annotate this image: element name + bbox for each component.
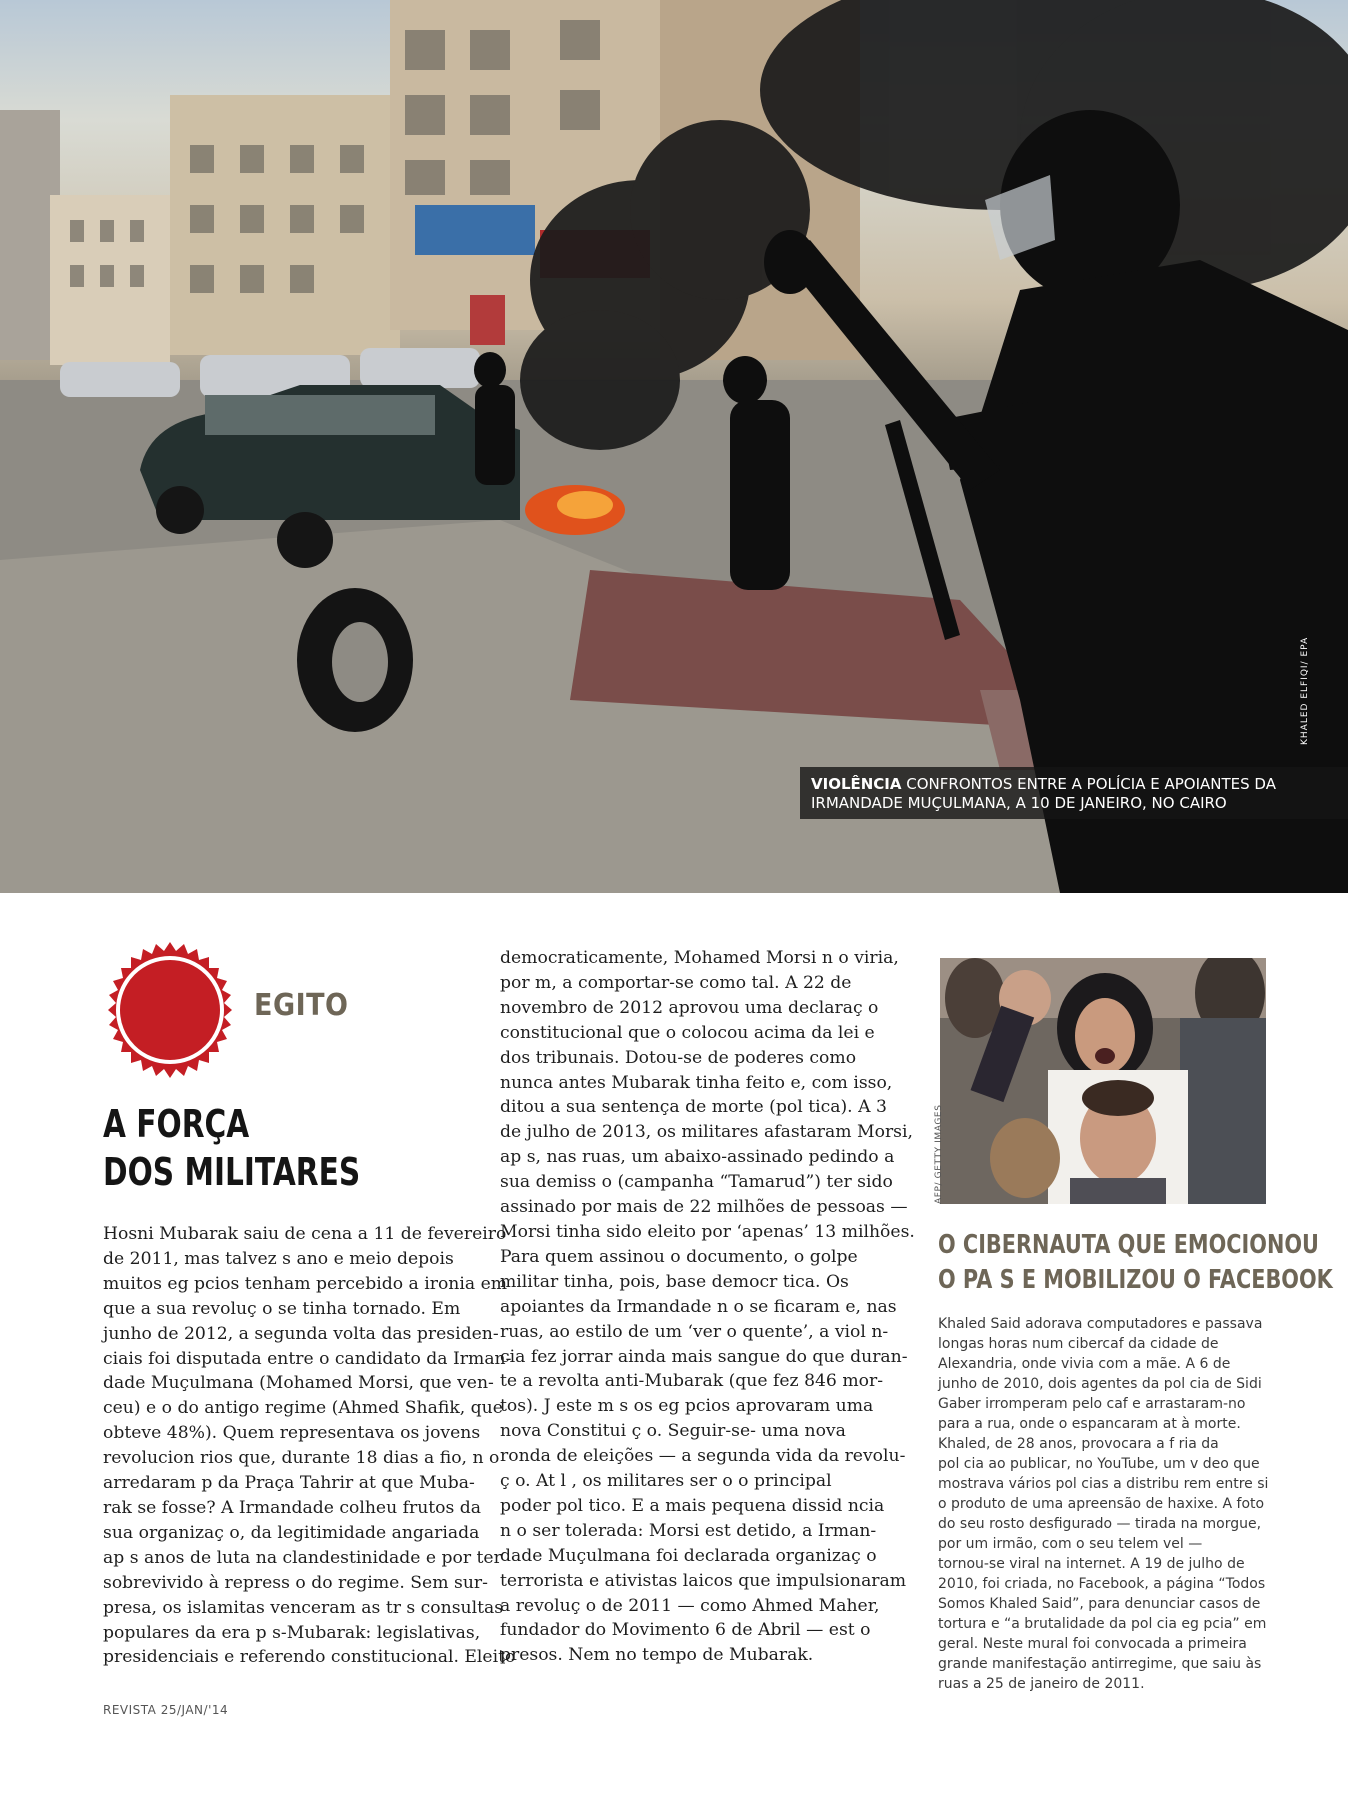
text-line: revolucion rios que, durante 18 dias a fio, n o (103, 1448, 500, 1469)
text-line: poder pol tico. E a mais pequena dissid ncia (500, 1495, 885, 1516)
text-line: ruas, ao estilo de um ‘ver o quente’, a viol n- (500, 1321, 889, 1342)
text-line: ceu) e o do antigo regime (Ahmed Shafik, que (103, 1398, 503, 1419)
text-line: arredaram p da Praça Tahrir at que Muba- (103, 1473, 475, 1494)
sidebar-text-line: Alexandria, onde vivia com a mãe. A 6 de (938, 1356, 1231, 1372)
caption-lead: VIOLÊNCIA (811, 775, 902, 793)
text-line: constitucional que o colocou acima da lei e (500, 1022, 875, 1043)
sidebar-text-line: tortura e “a brutalidade da pol cia eg pcia” em (938, 1616, 1267, 1632)
text-line: sua demiss o (campanha “Tamarud”) ter sido (500, 1172, 893, 1193)
text-line: dade Muçulmana foi declarada organizaç o (500, 1545, 877, 1566)
article-column-1 (103, 1222, 516, 1670)
headline-line-2: DOS MILITARES (103, 1150, 361, 1194)
text-line: populares da era p s-Mubarak: legislativas, (103, 1622, 481, 1643)
sidebar-photo-credit: AFP/ GETTY IMAGES (934, 1104, 944, 1204)
article-headline (103, 1100, 368, 1196)
section-label: EGITO (254, 988, 349, 1023)
sidebar-text-line: o produto de uma apreensão de haxixe. A foto (938, 1496, 1265, 1512)
text-line: de julho de 2013, os militares afastaram Morsi, (500, 1122, 913, 1143)
text-line: dade Muçulmana (Mohamed Morsi, que ven- (103, 1373, 494, 1394)
sidebar-title (938, 1228, 1333, 1298)
text-line: fundador do Movimento 6 de Abril — est o (500, 1620, 871, 1641)
text-line: te a revolta anti-Mubarak (que fez 846 mor- (500, 1371, 884, 1392)
text-line: democraticamente, Mohamed Morsi n o viria, (500, 948, 899, 968)
sidebar-text-line: geral. Neste mural foi convocada a primeira (938, 1636, 1247, 1652)
photo-caption (800, 767, 1348, 819)
text-line: apoiantes da Irmandade n o se ficaram e, nas (500, 1296, 897, 1317)
text-line: presidenciais e referendo constitucional. Eleito (103, 1647, 516, 1668)
text-line: obteve 48%). Quem representava os jovens (103, 1423, 481, 1444)
sidebar-text-line: longas horas num cibercaf da cidade de (938, 1336, 1219, 1352)
sidebar-text-line: junho de 2010, dois agentes da pol cia de Sidi (938, 1376, 1262, 1392)
page-footer: REVISTA 25/JAN/'14 (103, 1703, 229, 1717)
text-line: ditou a sua sentença de morte (pol tica). A 3 (500, 1097, 887, 1118)
sidebar-text-line: do seu rosto desfigurado — tirada na morgue, (938, 1516, 1262, 1532)
photo-credit: KHALED ELFIQI/ EPA (1300, 636, 1310, 745)
text-line: Hosni Mubarak saiu de cena a 11 de fevereiro (103, 1224, 507, 1244)
text-line: militar tinha, pois, base democr tica. Os (500, 1271, 849, 1292)
sidebar-text-line: Gaber irromperam pelo caf e arrastaram-no (938, 1396, 1246, 1412)
text-line: ciais foi disputada entre o candidato da Irman- (103, 1348, 512, 1369)
sidebar-text-line: Khaled Said adorava computadores e passava (938, 1316, 1263, 1332)
sidebar-text-line: tornou-se viral na internet. A 19 de julho de (938, 1556, 1245, 1572)
text-line: presos. Nem no tempo de Mubarak. (500, 1645, 814, 1666)
text-line: que a sua revoluç o se tinha tornado. Em (103, 1298, 461, 1319)
sidebar-text-line: Somos Khaled Said”, para denunciar casos de (938, 1596, 1261, 1612)
sidebar-body (938, 1314, 1278, 1694)
text-line: sua organizaç o, da legitimidade angariada (103, 1522, 480, 1543)
text-line: Morsi tinha sido eleito por ‘apenas’ 13 milhões. (500, 1221, 915, 1242)
text-line: nova Constitui ç o. Seguir-se- uma nova (500, 1421, 846, 1442)
text-line: nunca antes Mubarak tinha feito e, com isso, (500, 1072, 893, 1093)
caption-text: CONFRONTOS ENTRE A POLÍCIA E APOIANTES DA IRMANDADE MUÇULMANA, A 10 DE JANEIRO, NO CAIRO (811, 775, 1276, 812)
sidebar-text-line: Khaled, de 28 anos, provocara a f ria da (938, 1436, 1219, 1452)
text-line: novembro de 2012 aprovou uma declaraç o (500, 997, 879, 1018)
text-line: n o ser tolerada: Morsi est detido, a Irman- (500, 1520, 877, 1541)
text-line: ap s, nas ruas, um abaixo-assinado pedindo a (500, 1147, 895, 1168)
text-line: ç o. At l , os militares ser o o principal (500, 1471, 832, 1492)
article-column-2 (500, 946, 915, 1668)
street-clash-illustration (0, 0, 1348, 893)
section-seal-icon (100, 940, 240, 1080)
text-line: cia fez jorrar ainda mais sangue do que duran- (500, 1346, 908, 1367)
text-line: muitos eg pcios tenham percebido a ironia em (103, 1273, 508, 1294)
text-line: tos). J este m s os eg pcios aprovaram uma (500, 1396, 874, 1417)
text-line: assinado por mais de 22 milhões de pessoas — (500, 1197, 908, 1218)
protest-portrait-illustration (940, 958, 1266, 1204)
headline-line-1: A FORÇA (103, 1102, 250, 1146)
text-line: presa, os islamitas venceram as tr s consultas (103, 1597, 504, 1618)
sidebar-text-line: grande manifestação antirregime, que saiu às (938, 1656, 1262, 1672)
sidebar-text-line: pol cia ao publicar, no YouTube, um v deo que (938, 1456, 1260, 1472)
sidebar-text-line: mostrava vários pol cias a distribu rem entre si (938, 1476, 1269, 1492)
text-line: Para quem assinou o documento, o golpe (500, 1246, 858, 1267)
sidebar-text-line: ruas a 25 de janeiro de 2011. (938, 1676, 1145, 1692)
sidebar-photo (940, 958, 1266, 1204)
text-line: por m, a comportar-se como tal. A 22 de (500, 972, 852, 993)
text-line: de 2011, mas talvez s ano e meio depois (103, 1248, 454, 1269)
sidebar-title-line-2: O PA S E MOBILIZOU O FACEBOOK (938, 1265, 1333, 1295)
text-line: ronda de eleições — a segunda vida da revolu- (500, 1446, 906, 1467)
text-line: a revoluç o de 2011 — como Ahmed Maher, (500, 1595, 880, 1616)
text-line: dos tribunais. Dotou-se de poderes como (500, 1047, 857, 1068)
sidebar-text-line: para a rua, onde o espancaram at à morte. (938, 1416, 1241, 1432)
text-line: sobrevivido à repress o do regime. Sem sur- (103, 1572, 488, 1593)
sidebar-title-line-1: O CIBERNAUTA QUE EMOCIONOU (938, 1230, 1319, 1260)
sidebar-text-line: 2010, foi criada, no Facebook, a página “Todos (938, 1576, 1266, 1592)
text-line: junho de 2012, a segunda volta das presiden- (103, 1323, 499, 1344)
hero-photo (0, 0, 1348, 893)
text-line: ap s anos de luta na clandestinidade e por ter (103, 1547, 502, 1568)
sidebar-text-line: por um irmão, com o seu telem vel — (938, 1536, 1203, 1552)
text-line: terrorista e ativistas laicos que impulsionaram (500, 1570, 907, 1591)
text-line: rak se fosse? A Irmandade colheu frutos da (103, 1497, 482, 1518)
